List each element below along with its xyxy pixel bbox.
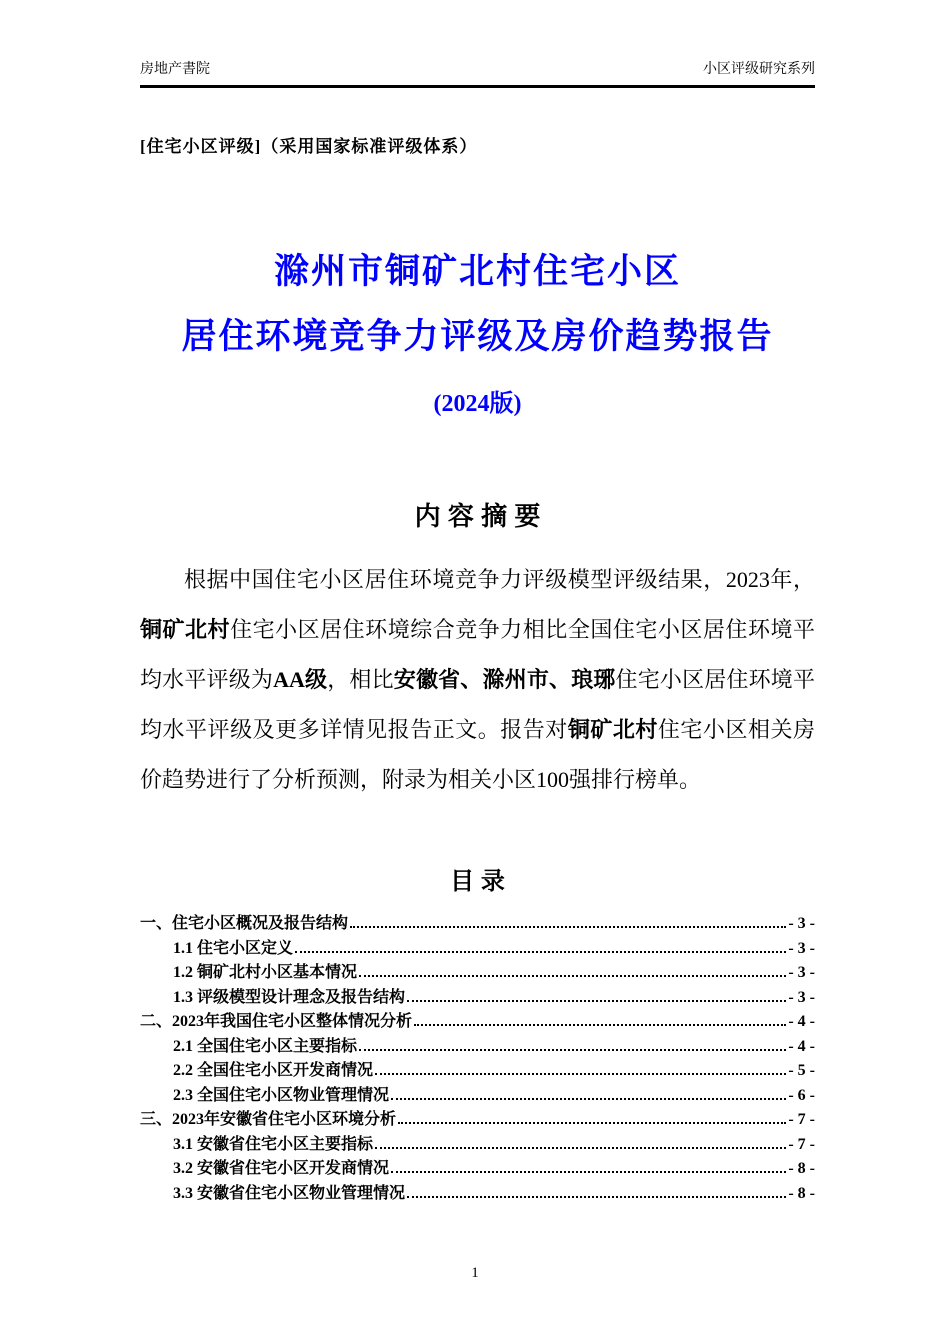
toc-item-label: 2.1 全国住宅小区主要指标 [173,1037,358,1055]
abstract-bold-run: 铜矿北村 [567,717,658,742]
toc-item-page: - 3 - [788,988,815,1006]
toc-item-label: 3.3 安徽省住宅小区物业管理情况 [173,1184,406,1202]
toc-leader-dots [359,975,786,977]
toc-item[interactable] [140,1182,815,1207]
toc-item-label: 2.2 全国住宅小区开发商情况 [173,1062,374,1079]
toc-leader-dots [375,1073,786,1075]
report-edition: (2024版) [433,391,522,417]
toc-list [140,912,815,1206]
toc-item-label: 二、2023年我国住宅小区整体情况分析 [140,1013,413,1030]
toc-item-page: - 6 - [788,1086,815,1104]
toc-item[interactable] [140,1010,815,1035]
toc-leader-dots [295,951,786,953]
toc-leader-dots [359,1049,786,1051]
abstract-text-run: 住宅小区居住环境综合竞争力相比全国住宅小区居住环境平均水平评级为 [140,617,815,692]
toc-leader-dots [407,1000,786,1002]
toc-item-label: 1.3 评级模型设计理念及报告结构 [173,988,406,1006]
report-title-line1: 滁州市铜矿北村住宅小区 [273,252,681,291]
page-number: 1 [471,1265,479,1281]
toc-item-page: - 5 - [788,1062,815,1079]
toc-item[interactable] [140,986,815,1011]
abstract-text-run: ，相比 [327,667,394,692]
toc-item-page: - 3 - [788,915,815,932]
title-block [140,239,815,418]
toc-item[interactable] [140,1035,815,1060]
toc-heading: 目 录 [450,868,505,895]
toc-item-page: - 8 - [788,1184,815,1202]
toc-item-label: 3.2 安徽省住宅小区开发商情况 [173,1160,390,1177]
toc-item-page: - 4 - [788,1013,815,1030]
toc-item-label: 一、住宅小区概况及报告结构 [140,915,349,932]
abstract-bold-run: 铜矿北村 [140,617,231,642]
page-header [140,58,815,88]
toc-item[interactable] [140,1108,815,1133]
toc-item[interactable] [140,1133,815,1158]
toc-item-page: - 4 - [788,1037,815,1055]
toc-item-label: 1.1 住宅小区定义 [173,939,294,957]
abstract-bold-run: AA级 [273,667,328,692]
toc-item-label: 3.1 安徽省住宅小区主要指标 [173,1135,374,1153]
toc-leader-dots [350,926,786,928]
toc-item-page: - 3 - [788,964,815,981]
toc-leader-dots [375,1147,786,1149]
toc-item[interactable] [140,1084,815,1109]
abstract-text-run: 住宅小区相关房价趋势进行了分析预测，附录为相关小区100强排行榜单。 [140,717,815,792]
toc-leader-dots [391,1171,786,1173]
toc-item-page: - 7 - [788,1135,815,1153]
toc-leader-dots [391,1098,786,1100]
toc-item[interactable] [140,961,815,986]
toc-leader-dots [407,1196,786,1198]
toc-item-page: - 8 - [788,1160,815,1177]
header-right-text: 小区评级研究系列 [703,62,815,77]
abstract-text-run: 根据中国住宅小区居住环境竞争力评级模型评级结果，2023年， [184,567,815,592]
rating-system-tag: [住宅小区评级]（采用国家标准评级体系） [140,137,478,156]
toc-item-page: - 3 - [788,939,815,957]
toc-item[interactable] [140,1059,815,1084]
abstract-text-run: 住宅小区居住环境平均水平评级及更多详情见报告正文。报告对 [140,667,815,742]
toc-item-label: 2.3 全国住宅小区物业管理情况 [173,1086,390,1104]
toc-item-label: 三、2023年安徽省住宅小区环境分析 [140,1111,397,1128]
toc-item-page: - 7 - [788,1111,815,1128]
toc-leader-dots [414,1024,786,1026]
toc-item[interactable] [140,912,815,937]
header-left-text: 房地产書院 [140,62,210,77]
abstract-paragraph [140,555,815,805]
toc-item[interactable] [140,937,815,962]
toc-item-label: 1.2 铜矿北村小区基本情况 [173,964,358,981]
abstract-bold-run: 安徽省、滁州市、琅琊 [393,667,616,692]
toc-item[interactable] [140,1157,815,1182]
abstract-heading: 内 容 摘 要 [414,501,541,531]
report-title-line2: 居住环境竞争力评级及房价趋势报告 [181,317,774,356]
toc-leader-dots [398,1122,786,1124]
